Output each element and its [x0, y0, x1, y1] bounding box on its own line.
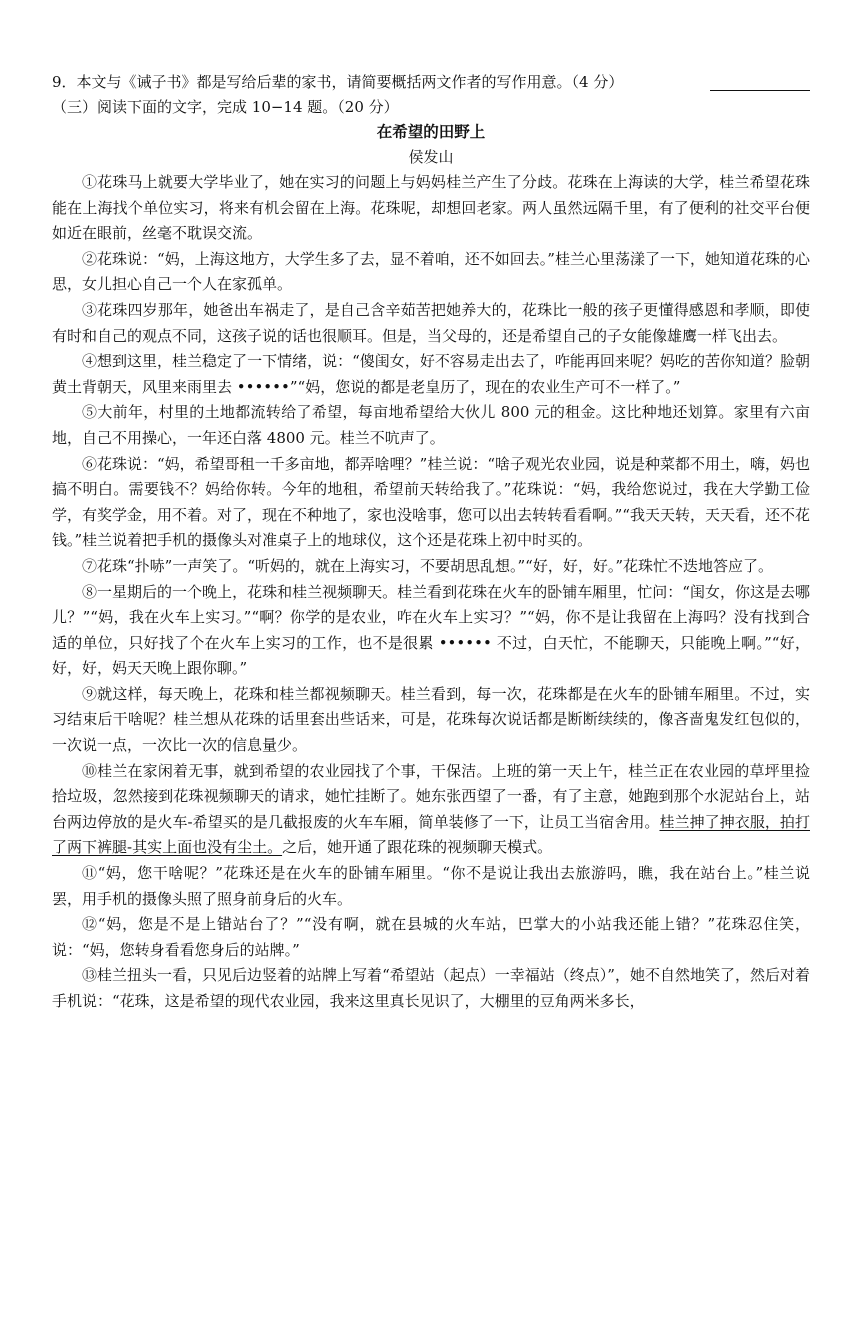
article-author: 侯发山: [408, 148, 454, 166]
paragraph-5: ⑤大前年，村里的土地都流转给了希望，每亩地希望给大伙儿 800 元的租金。这比种地还划算。家里有六亩地，自己不用操心，一年还白落 4800 元。桂兰不吭声了。: [52, 403, 810, 447]
question-9-text: 9．本文与《诫子书》都是写给后辈的家书，请简要概括两文作者的写作用意。（4 分）: [52, 73, 624, 91]
paragraph-2: ②花珠说：“妈，上海这地方，大学生多了去，显不着咱，还不如回去。”桂兰心里荡漾了一下，她知道花珠的心思，女儿担心自己一个人在家孤单。: [52, 249, 810, 294]
underlined-sentence: 桂兰抻了抻衣服，拍打了两下裤腿-其实上面也没有尘土。: [52, 812, 810, 857]
section-heading: （三）阅读下面的文字，完成 10−14 题。（20 分）: [52, 98, 399, 116]
paragraph-4: ④想到这里，桂兰稳定了一下情绪，说：“傻闺女，好不容易走出去了，咋能再回来呢？妈吃的苦你知道？脸朝黄土背朝天，风里来雨里去 ••••••”“妈，您说的都是老皇历了，现在的农业生产可不一样了。”: [52, 352, 810, 396]
paragraph-10: [52, 759, 810, 861]
paragraph-11: ⑪“妈，您干啥呢？”花珠还是在火车的卧铺车厢里。“你不是说让我出去旅游吗，瞧，我在站台上。”桂兰说罢，用手机的摄像头照了照身前身后的火车。: [52, 864, 810, 908]
paragraph-7: ⑦花珠“扑哧”一声笑了。“听妈的，就在上海实习，不要胡思乱想。”“好，好，好。”花珠忙不迭地答应了。: [82, 556, 774, 575]
document-page: [52, 70, 810, 1015]
answer-blank[interactable]: [710, 74, 810, 91]
paragraph-9: ⑨就这样，每天晚上，花珠和桂兰都视频聊天。桂兰看到，每一次，花珠都是在火车的卧铺车厢里。不过，实习结束后干啥呢？桂兰想从花珠的话里套出些话来，可是，花珠每次说话都是断断续续的，像吝啬鬼发红包似的，一次说一点，一次比一次的信息量少。: [52, 684, 810, 755]
paragraph-1: ①花珠马上就要大学毕业了，她在实习的问题上与妈妈桂兰产生了分歧。花珠在上海读的大学，桂兰希望花珠能在上海找个单位实习，将来有机会留在上海。花珠呢，却想回老家。两人虽然远隔千里，有了便利的社交平台便如近在眼前，丝毫不耽误交流。: [52, 173, 810, 243]
paragraph-12: ⑫“妈，您是不是上错站台了？”“没有啊，就在县城的火车站，巴掌大的小站我还能上错？”花珠忍住笑，说：“妈，您转身看看您身后的站牌。”: [52, 915, 810, 959]
question-9: [52, 70, 810, 95]
paragraph-10-part-1: ⑩桂兰在家闲着无事，就到希望的农业园找了个事，干保洁。上班的第一天上午，桂兰正在农业园的草坪里捡拾垃圾，忽然接到花珠视频聊天的请求，她忙挂断了。她东张西望了一番，有了主意，她跑到那个水泥站台上，站台两边停放的是火车-希望买的是几截报废的火车车厢，简单装修了一下，让员工当宿舍用。: [52, 761, 810, 831]
paragraph-13: ⑬桂兰扭头一看，只见后边竖着的站牌上写着“希望站（起点）一幸福站（终点）”，她不自然地笑了，然后对着手机说：“花珠，这是希望的现代农业园，我来这里真长见识了，大棚里的豆角两米多长，: [52, 966, 810, 1010]
article-title: 在希望的田野上: [376, 123, 486, 141]
paragraph-6: ⑥花珠说：“妈，希望哥租一千多亩地，都弄啥哩？”桂兰说：“啥子观光农业园，说是种菜都不用土，嗨，妈也搞不明白。需要钱不？妈给你转。今年的地租，希望前天转给我了。”花珠说：“妈，我给您说过，我在大学勤工俭学，有奖学金，用不着。对了，现在不种地了，家也没啥事，您可以出去转转看看啊。”“我天天转，天天看，还不花钱。”桂兰说着把手机的摄像头对准桌子上的地球仪，这个还是花珠上初中时买的。: [52, 454, 811, 550]
paragraph-10-part-2: 之后，她开通了跟花珠的视频聊天模式。: [282, 838, 553, 857]
paragraph-8: ⑧一星期后的一个晚上，花珠和桂兰视频聊天。桂兰看到花珠在火车的卧铺车厢里，忙问：“闺女，你这是去哪儿？”“妈，我在火车上实习。”“啊？你学的是农业，咋在火车上实习？”“妈，你不是让我留在上海吗？没有找到合适的单位，只好找了个在火车上实习的工作，也不是很累 •••••• 不过，白天忙，不能聊天，只能晚上啊。”“好，好，好，妈天天晚上跟你聊。”: [52, 582, 810, 678]
paragraph-3: ③花珠四岁那年，她爸出车祸走了，是自己含辛茹苦把她养大的，花珠比一般的孩子更懂得感恩和孝顺，即使有时和自己的观点不同，这孩子说的话也很顺耳。但是，当父母的，还是希望自己的子女能像雄鹰一样飞出去。: [52, 300, 810, 345]
